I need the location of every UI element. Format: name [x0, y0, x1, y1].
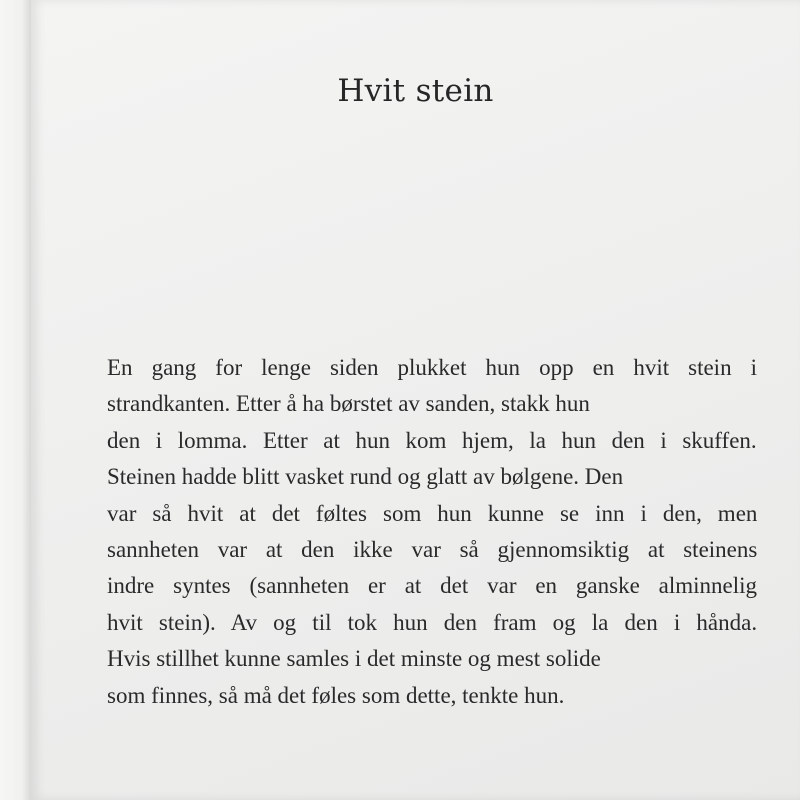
text-line: En gang for lenge siden plukket hun opp en hvit stein i	[107, 355, 757, 380]
text-line: indre syntes (sannheten er at det var en ganske alminnelig	[107, 573, 758, 599]
text-line: Hvis stillhet kunne samles i det minste og mest solide	[107, 646, 601, 672]
left-page-edge	[0, 0, 31, 800]
page-title: Hvit stein	[337, 73, 494, 109]
text-line: strandkanten. Etter å ha børstet av sanden, stakk hun	[107, 391, 590, 417]
text-line: som finnes, så må det føles som dette, tenkte hun.	[107, 682, 565, 708]
text-line: var så hvit at det føltes som hun kunne se inn i den, men	[107, 500, 758, 526]
text-line: den i lomma. Etter at hun kom hjem, la hun den i skuffen.	[107, 427, 757, 453]
text-line: Steinen hadde blitt vasket rund og glatt av bølgene. Den	[107, 464, 624, 490]
text-line: hvit stein). Av og til tok hun den fram og la den i hånda.	[107, 609, 758, 635]
book-page	[31, 0, 800, 800]
body-paragraph	[107, 350, 757, 714]
text-line: sannheten var at den ikke var så gjennomsiktig at steinens	[107, 536, 758, 562]
